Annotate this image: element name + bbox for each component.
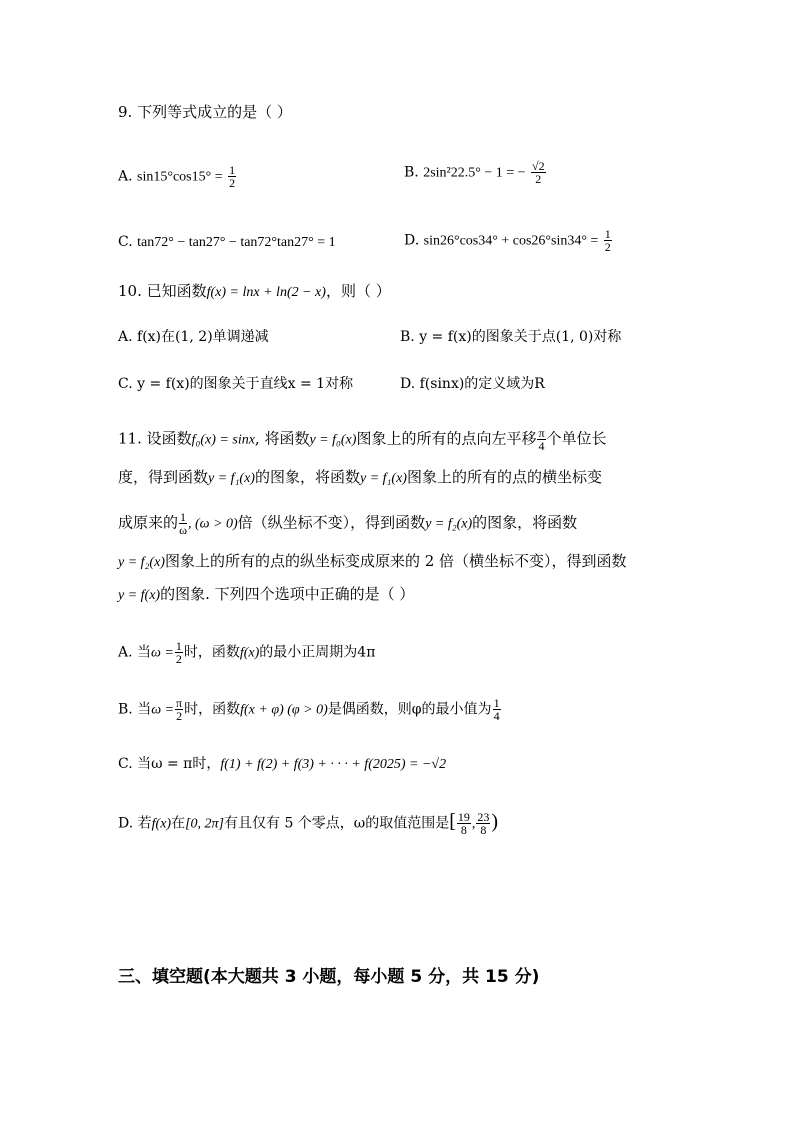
stem-text: ，则（ ） [325, 282, 391, 300]
bracket: ) [491, 810, 499, 833]
math-expr: f₀(x) = sinx [191, 432, 255, 448]
q11-option-c [118, 754, 446, 775]
option-label: A. [118, 168, 133, 185]
math-expr: y = f(x) [118, 588, 161, 603]
question-11-line-4 [118, 551, 627, 573]
numerator: 19 [457, 810, 470, 824]
numerator: 1 [175, 639, 182, 653]
stem-text: 图象上的所有的点的纵坐标变成原来的 2 倍（横坐标不变），得到函数 [164, 552, 627, 570]
fraction [531, 160, 546, 185]
stem-text: 11. 设函数 [118, 429, 192, 448]
denominator: 8 [480, 823, 487, 837]
stem-text: 图象上的所有的点向左平移 [356, 429, 537, 448]
question-11-line-5 [118, 584, 414, 606]
math-expr: f(x) = lnx + ln(2 − x) [206, 285, 326, 300]
stem-text: 10. 已知函数 [118, 282, 207, 300]
math-expr: [0, 2π] [185, 816, 224, 832]
q11-option-b [118, 697, 502, 722]
option-label: D. [404, 232, 420, 249]
denominator: 2 [229, 176, 236, 190]
denominator: ω [179, 523, 187, 537]
denominator: 4 [493, 709, 500, 723]
numerator: 1 [180, 510, 187, 524]
q11-option-d [118, 811, 498, 836]
stem-text: 的图象，将函数 [254, 468, 360, 486]
fraction [457, 811, 471, 836]
option-label: B. [404, 164, 419, 181]
comma: , [471, 816, 476, 832]
numerator: π [538, 426, 545, 440]
math-expr: sin15°cos15° = [137, 169, 223, 185]
math-expr: sin26°cos34° + cos26°sin34° = [423, 233, 599, 249]
math-expr: ω = [151, 702, 175, 718]
fraction [175, 640, 183, 665]
math-expr: y = f₂(x) [118, 555, 165, 570]
question-9-stem: 9. 下列等式成立的是（ ） [118, 103, 292, 121]
q10-option-d: D. f(sinx)的定义域为R [400, 376, 545, 392]
fraction [175, 697, 183, 722]
math-expr: f(x) [151, 816, 172, 832]
numerator: 1 [229, 163, 236, 177]
math-expr: f(x) [239, 645, 260, 661]
fraction [537, 427, 545, 452]
math-expr: 2sin²22.5° − 1 = − [423, 165, 526, 181]
stem-text: 的图象. 下列四个选项中正确的是（ ） [160, 585, 415, 603]
option-text: C. 当ω = π时， [118, 756, 221, 772]
stem-text: 度，得到函数 [118, 468, 209, 486]
math-expr: y = f₁(x) [360, 471, 407, 486]
stem-text: , 将函数 [254, 429, 310, 448]
question-10-stem [118, 281, 391, 303]
numerator: 1 [493, 696, 500, 710]
q9-option-b [404, 160, 547, 185]
fraction [179, 511, 187, 536]
section-heading: 三、填空题(本大题共 3 小题，每小题 5 分，共 15 分) [118, 967, 540, 987]
stem-text: 成原来的 [118, 513, 179, 532]
option-text: 时，函数 [183, 644, 240, 661]
q9-option-d [404, 228, 613, 253]
fraction [228, 164, 236, 189]
numerator: 1 [604, 227, 611, 241]
math-expr: y = f₀(x) [309, 432, 357, 448]
q11-option-a [118, 640, 375, 665]
option-text: 是偶函数，则φ的最小值为 [327, 701, 492, 718]
math-expr: , (ω > 0) [188, 516, 238, 532]
math-expr: ω = [151, 645, 174, 661]
question-11-line-1 [118, 427, 607, 452]
stem-text: 图象上的所有的点的横坐标变 [406, 468, 602, 486]
denominator: 2 [604, 240, 611, 254]
denominator: 4 [538, 439, 545, 453]
math-expr: y = f₂(x) [425, 516, 473, 532]
option-text: 在 [171, 815, 186, 832]
denominator: 2 [176, 709, 183, 723]
numerator: π [176, 696, 183, 710]
q10-option-a: A. f(x)在(1, 2)单调递减 [118, 329, 269, 345]
stem-text: 的图象，将函数 [472, 513, 578, 532]
stem-text: 个单位长 [546, 429, 607, 448]
option-text: A. 当 [118, 644, 152, 661]
fraction [476, 811, 490, 836]
option-label: C. [118, 234, 133, 250]
q10-option-c: C. y = f(x)的图象关于直线x = 1对称 [118, 376, 354, 392]
fraction [604, 228, 612, 253]
option-text: B. 当 [118, 701, 152, 718]
q9-option-a [118, 164, 237, 189]
option-text: 有且仅有 5 个零点，ω的取值范围是 [224, 815, 450, 832]
fraction [493, 697, 501, 722]
option-text: 的最小正周期为4π [259, 644, 376, 661]
q9-option-c [118, 232, 336, 253]
math-expr: f(1) + f(2) + f(3) + · · · + f(2025) = −√2 [220, 757, 447, 772]
question-11-line-2 [118, 467, 602, 489]
bracket: [ [449, 810, 456, 833]
math-expr: y = f₁(x) [208, 471, 255, 486]
denominator: 8 [460, 823, 467, 837]
stem-text: 倍（纵坐标不变），得到函数 [237, 513, 426, 532]
numerator: 23 [477, 810, 490, 824]
denominator: 2 [535, 172, 542, 186]
math-expr: f(x + φ) (φ > 0) [240, 702, 328, 718]
q10-option-b: B. y = f(x)的图象关于点(1, 0)对称 [400, 329, 622, 345]
math-expr: tan72° − tan27° − tan72°tan27° = 1 [137, 235, 336, 250]
question-11-line-3 [118, 511, 577, 536]
denominator: 2 [175, 652, 182, 666]
numerator: √2 [531, 159, 545, 173]
option-text: 时，函数 [184, 701, 241, 718]
option-text: D. 若 [118, 815, 152, 832]
